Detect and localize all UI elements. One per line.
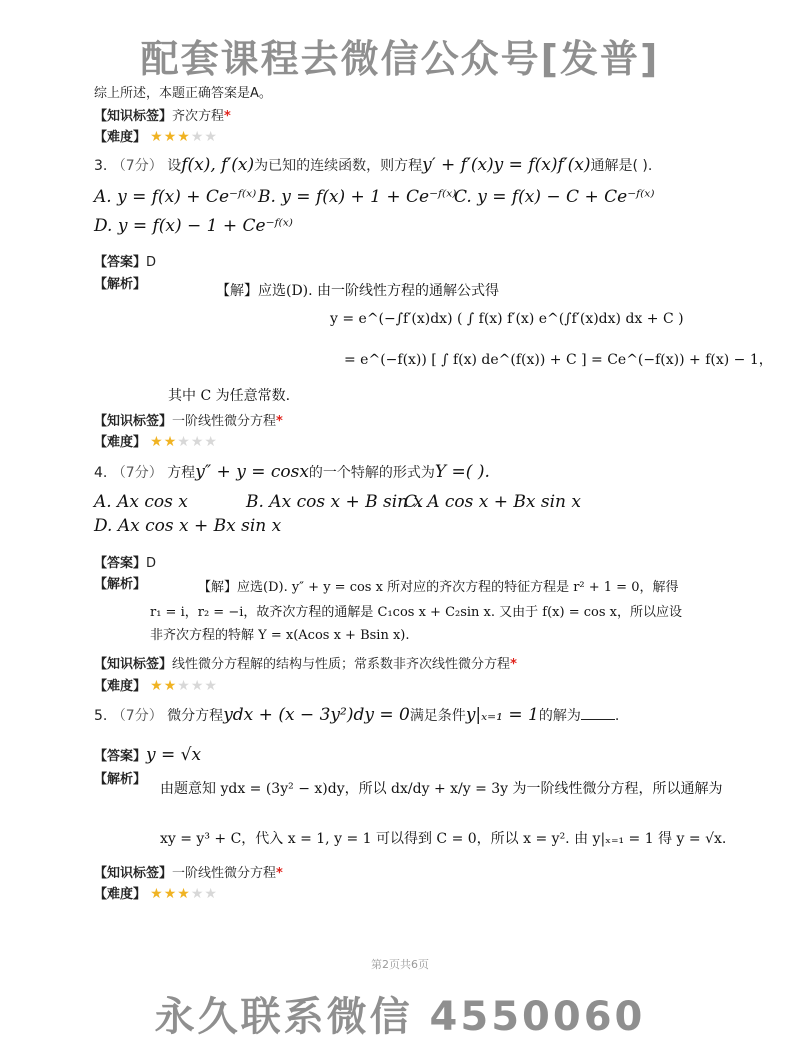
q4-stem: [94, 462, 490, 482]
q4-difficulty-row: [94, 675, 218, 694]
knowledge-tag: 一阶线性微分方程: [172, 866, 277, 881]
q4-option-b: B. Ax cos x + B sin x: [246, 492, 424, 512]
q5-knowledge-row: [94, 862, 283, 881]
q3-solution-line2: y = e^(−∫f′(x)dx) ( ∫ f(x) f′(x) e^(∫f′(x)dx) dx + C ): [330, 311, 684, 327]
star-empty-icon: ★: [204, 434, 218, 450]
q5-stem-post: 的解为: [538, 708, 581, 724]
q3-solution-line4: 其中 C 为任意常数.: [168, 388, 291, 404]
difficulty-label: 【难度】: [94, 435, 147, 450]
star-empty-icon: ★: [204, 886, 218, 902]
q5-solution-line2: xy = y³ + C，代入 x = 1, y = 1 可以得到 C = 0，所以 x = y². 由 y|ₓ₌₁ = 1 得 y = √x.: [160, 831, 727, 847]
q4-answer-row: [94, 552, 156, 571]
q4-solution-line1: 【解】应选(D). y″ + y = cos x 所对应的齐次方程的特征方程是 r² + 1 = 0，解得: [198, 580, 679, 595]
star-empty-icon: ★: [190, 129, 205, 145]
q4-stem-math: y″ + y = cosx: [195, 462, 309, 482]
answer-label: 【答案】: [94, 556, 147, 571]
q3-option-d: D. y = f(x) − 1 + Ce⁻ᶠ⁽ˣ⁾: [94, 216, 293, 236]
difficulty-label: 【难度】: [94, 679, 147, 694]
q3-answer: D: [146, 255, 157, 270]
star-filled-icon: ★: [163, 129, 178, 145]
star-filled-icon: ★: [177, 886, 191, 902]
q4-option-d: D. Ax cos x + Bx sin x: [94, 516, 282, 536]
q5-answer-row: [94, 745, 201, 765]
prev-knowledge-row: [94, 105, 231, 124]
q3-answer-row: [94, 251, 156, 270]
watermark-top: 配套课程去微信公众号[发普]: [140, 37, 660, 81]
q5-number: 5.: [94, 708, 108, 724]
star-filled-icon: ★: [163, 886, 178, 902]
q5-stem-mid: 满足条件: [409, 708, 466, 724]
q5-solution-line1: 由题意知 ydx = (3y² − x)dy，所以 dx/dy + x/y = 3y 为一阶线性微分方程，所以通解为: [160, 781, 723, 797]
difficulty-label: 【难度】: [94, 130, 147, 145]
q4-option-c: C. A cos x + Bx sin x: [404, 492, 581, 512]
star-filled-icon: ★: [177, 129, 191, 145]
star-empty-icon: ★: [204, 678, 218, 694]
watermark-bottom: 永久联系微信 4550060: [154, 994, 646, 1040]
answer-blank: [581, 707, 615, 720]
q4-score: （7分）: [111, 465, 163, 481]
q5-stem-math: ydx + (x − 3y²)dy = 0: [223, 705, 410, 725]
q4-option-a: A. Ax cos x: [94, 492, 188, 512]
q4-stem-mid: 的一个特解的形式为: [308, 465, 435, 481]
analysis-label: 【解析】: [94, 772, 147, 787]
knowledge-label: 【知识标签】: [94, 657, 173, 672]
difficulty-stars: [150, 886, 218, 902]
required-mark: *: [510, 657, 517, 672]
q4-number: 4.: [94, 465, 108, 481]
knowledge-label: 【知识标签】: [94, 414, 173, 429]
q5-stem: 5. （7分） 微分方程ydx + (x − 3y²)dy = 0满足条件y|ₓ₌₁ = 1的解为 .: [94, 705, 620, 725]
star-empty-icon: ★: [190, 434, 205, 450]
star-filled-icon: ★: [163, 678, 178, 694]
q3-stem-post: 通解是( ).: [590, 158, 653, 174]
prev-difficulty-row: [94, 126, 218, 145]
knowledge-label: 【知识标签】: [94, 866, 173, 881]
page-indicator: 第2页共6页: [371, 958, 429, 971]
q5-difficulty-row: [94, 883, 218, 902]
q5-stem-math2: y|ₓ₌₁ = 1: [465, 705, 539, 725]
knowledge-tag-2: 常系数非齐次线性微分方程: [354, 657, 511, 672]
prev-summary: 综上所述，本题正确答案是A。: [94, 86, 272, 101]
q3-stem-math1: f(x), f′(x): [181, 155, 255, 175]
q3-solution-line1: 【解】应选(D). 由一阶线性方程的通解公式得: [216, 283, 500, 299]
analysis-label: 【解析】: [94, 577, 147, 592]
q5-answer: y = √x: [146, 745, 202, 765]
q3-number: 3.: [94, 158, 108, 174]
knowledge-tag: 线性微分方程解的结构与性质: [172, 657, 342, 672]
q4-knowledge-row: [94, 653, 517, 672]
star-filled-icon: ★: [150, 678, 164, 694]
q3-stem-mid: 为已知的连续函数，则方程: [254, 158, 423, 174]
star-filled-icon: ★: [150, 886, 164, 902]
q3-solution-line3: = e^(−f(x)) [ ∫ f(x) de^(f(x)) + C ] = Ce^(−f(x)) + f(x) − 1，: [344, 352, 773, 368]
knowledge-label: 【知识标签】: [94, 109, 173, 124]
required-mark: *: [276, 414, 283, 429]
q3-option-c: C. y = f(x) − C + Ce⁻ᶠ⁽ˣ⁾: [454, 187, 655, 207]
star-filled-icon: ★: [163, 434, 178, 450]
answer-label: 【答案】: [94, 749, 147, 764]
analysis-label: 【解析】: [94, 277, 147, 292]
q3-option-a: A. y = f(x) + Ce⁻ᶠ⁽ˣ⁾: [94, 187, 257, 207]
q3-stem: [94, 155, 652, 175]
q4-answer: D: [146, 556, 157, 571]
star-empty-icon: ★: [190, 886, 205, 902]
star-filled-icon: ★: [150, 434, 164, 450]
q4-solution-line3: 非齐次方程的特解 Y = x(Acos x + Bsin x).: [150, 628, 410, 643]
q3-stem-pre: 设: [167, 158, 182, 174]
knowledge-tag: 一阶线性微分方程: [172, 414, 277, 429]
star-empty-icon: ★: [177, 434, 191, 450]
star-empty-icon: ★: [190, 678, 205, 694]
difficulty-stars: [150, 434, 218, 450]
q3-option-b: B. y = f(x) + 1 + Ce⁻ᶠ⁽ˣ⁾: [258, 187, 457, 207]
required-mark: *: [276, 866, 283, 881]
difficulty-label: 【难度】: [94, 887, 147, 902]
knowledge-tag: 齐次方程: [172, 109, 225, 124]
q5-stem-pre: 微分方程: [167, 708, 224, 724]
q3-stem-math2: y′ + f′(x)y = f(x)f′(x): [422, 155, 591, 175]
star-empty-icon: ★: [177, 678, 191, 694]
q3-knowledge-row: [94, 410, 283, 429]
q4-stem-pre: 方程: [167, 465, 196, 481]
q4-solution-line2: r₁ = i，r₂ = −i，故齐次方程的通解是 C₁cos x + C₂sin x. 又由于 f(x) = cos x，所以应设: [150, 605, 682, 620]
q3-difficulty-row: [94, 431, 218, 450]
star-filled-icon: ★: [150, 129, 164, 145]
q5-score: （7分）: [111, 708, 163, 724]
difficulty-stars: [150, 678, 218, 694]
q4-stem-post: Y =( ).: [434, 462, 490, 482]
star-empty-icon: ★: [204, 129, 218, 145]
answer-label: 【答案】: [94, 255, 147, 270]
knowledge-tag-separator: ；: [341, 657, 355, 672]
required-mark: *: [224, 109, 231, 124]
q3-score: （7分）: [111, 158, 163, 174]
difficulty-stars: [150, 129, 218, 145]
